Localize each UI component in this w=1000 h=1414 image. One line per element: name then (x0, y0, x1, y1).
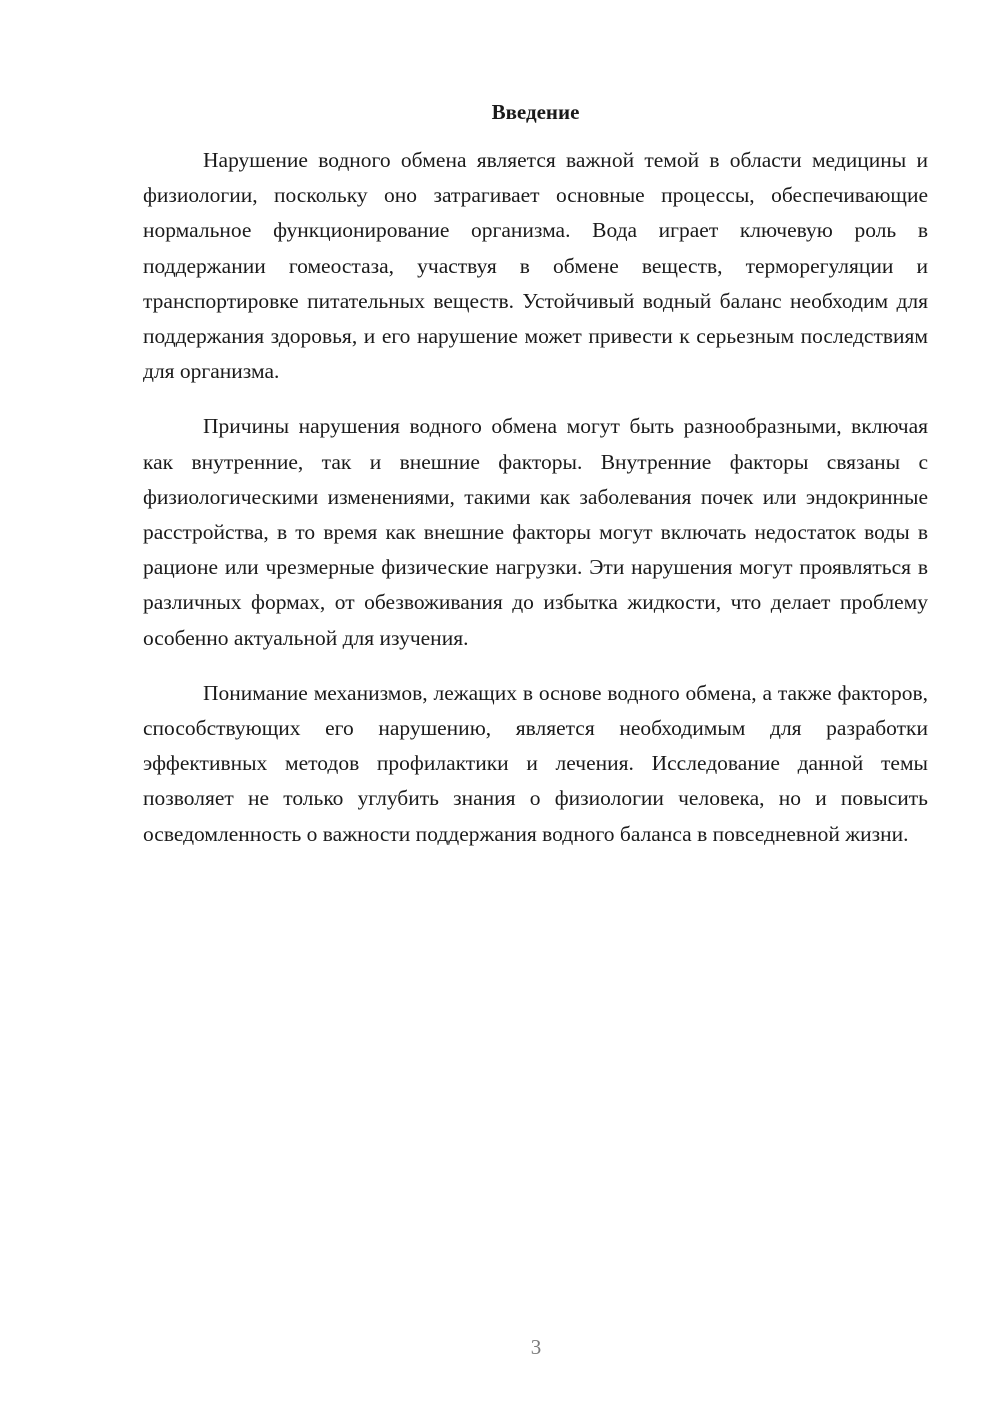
page-number: 3 (530, 1335, 542, 1359)
paragraph-2: Причины нарушения водного обмена могут быть разнообразными, включая как внутренние, так и внешние факторы. Внутренние факторы связаны с физиологическими изменениями, такими как заболевания почек или эндокринные расстройства, в то время как внешние факторы могут включать недостаток воды в рационе или чрезмерные физические нагрузки. Эти нарушения могут проявляться в различных формах, от обезвоживания до избытка жидкости, что делает проблему особенно актуальной для изучения. (143, 414, 928, 650)
body-text (143, 143, 928, 872)
paragraph-3: Понимание механизмов, лежащих в основе водного обмена, а также факторов, способствующих его нарушению, является необходимым для разработки эффективных методов профилактики и лечения. Исследование данной темы позволяет не только углубить знания о физиологии человека, но и повысить осведомленность о важности поддержания водного баланса в повседневной жизни. (143, 680, 928, 846)
paragraph-1: Нарушение водного обмена является важной темой в области медицины и физиологии, поскольку оно затрагивает основные процессы, обеспечивающие нормальное функционирование организма. Вода играет ключевую роль в поддержании гомеостаза, участвуя в обмене веществ, терморегуляции и транспортировке питательных веществ. Устойчивый водный баланс необходим для поддержания здоровья, и его нарушение может привести к серьезным последствиям для организма. (143, 148, 928, 384)
section-title: Введение (491, 100, 580, 124)
